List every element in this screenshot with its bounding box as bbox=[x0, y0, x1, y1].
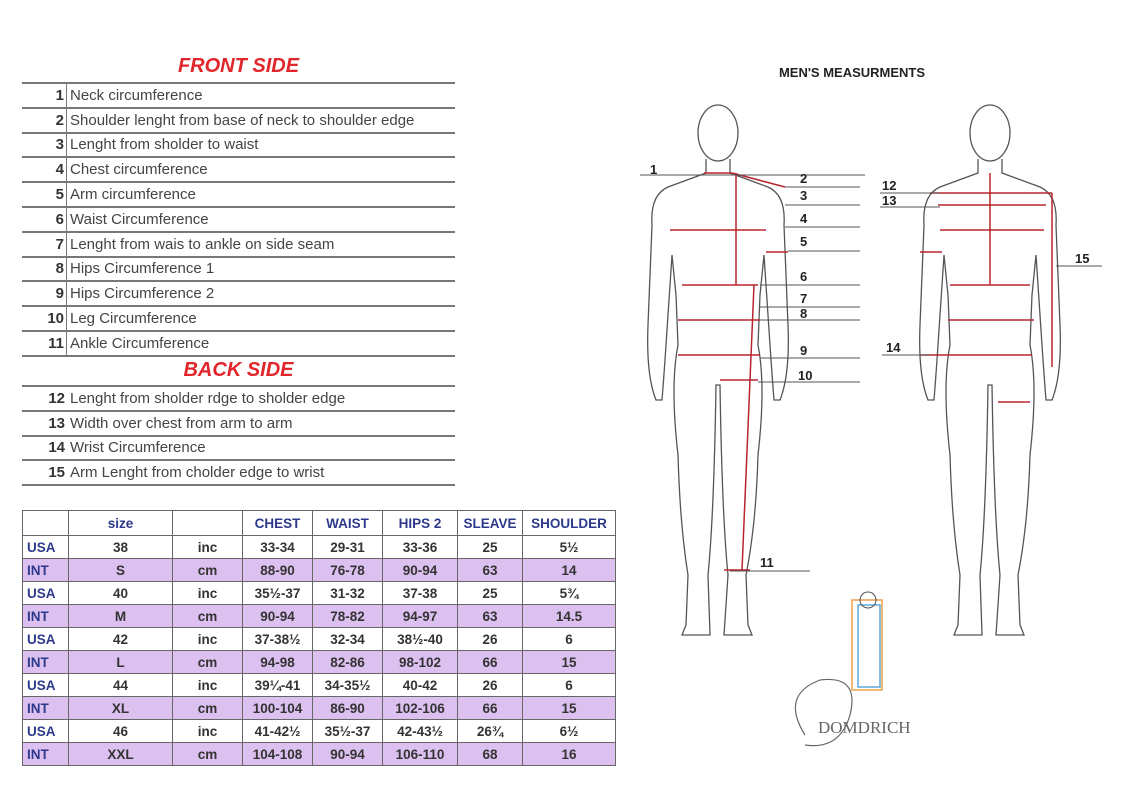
list-item bbox=[22, 332, 455, 357]
measurement-diagram bbox=[620, 55, 1120, 755]
front-side-title: FRONT SIDE bbox=[177, 55, 300, 77]
table-cell: 14.5 bbox=[523, 605, 616, 628]
table-cell: 6½ bbox=[523, 720, 616, 743]
table-cell: 33-34 bbox=[243, 536, 313, 559]
measurement-number-labels bbox=[650, 162, 1089, 570]
table-cell: 15 bbox=[523, 651, 616, 674]
item-number: 7 bbox=[22, 233, 67, 256]
table-cell: 33-36 bbox=[383, 536, 458, 559]
table-cell: 104-108 bbox=[243, 743, 313, 766]
table-cell: 66 bbox=[458, 651, 523, 674]
table-cell: 90-94 bbox=[313, 743, 383, 766]
back-measurement-list bbox=[22, 385, 455, 486]
label-leader-lines bbox=[640, 175, 1102, 571]
item-label: Neck circumference bbox=[70, 86, 203, 104]
item-number: 12 bbox=[48, 389, 65, 407]
table-cell: 31-32 bbox=[313, 582, 383, 605]
table-row bbox=[23, 651, 616, 674]
measurement-label: 12 bbox=[882, 178, 897, 193]
table-cell: 35½-37 bbox=[313, 720, 383, 743]
table-cell: 106-110 bbox=[383, 743, 458, 766]
table-cell: 94-98 bbox=[243, 651, 313, 674]
measurement-label: 5 bbox=[800, 234, 808, 249]
list-item bbox=[22, 158, 455, 183]
item-number: 8 bbox=[22, 258, 67, 281]
measurement-label: 6 bbox=[800, 269, 808, 284]
measurement-label: 3 bbox=[800, 188, 808, 203]
table-cell: 26¾ bbox=[458, 720, 523, 743]
measurement-lines bbox=[670, 173, 1052, 570]
table-cell: INT bbox=[23, 559, 69, 582]
list-item bbox=[22, 387, 455, 412]
column-header: HIPS 2 bbox=[383, 511, 458, 536]
list-item bbox=[22, 183, 455, 208]
table-cell: 26 bbox=[458, 674, 523, 697]
measurement-label: 9 bbox=[800, 343, 808, 358]
item-label: Lenght from sholder rdge to sholder edge bbox=[70, 389, 346, 407]
table-cell: 38 bbox=[69, 536, 173, 559]
measurement-label: 11 bbox=[760, 555, 774, 570]
column-header: CHEST bbox=[243, 511, 313, 536]
table-cell: 42-43½ bbox=[383, 720, 458, 743]
table-cell: 5½ bbox=[523, 536, 616, 559]
table-cell: 76-78 bbox=[313, 559, 383, 582]
table-cell: INT bbox=[23, 697, 69, 720]
table-cell: 37-38½ bbox=[243, 628, 313, 651]
table-row bbox=[23, 582, 616, 605]
logo-text: DOMDRICH bbox=[818, 718, 911, 737]
item-number: 9 bbox=[22, 282, 67, 305]
table-row bbox=[23, 605, 616, 628]
back-side-title: BACK SIDE bbox=[183, 359, 294, 381]
table-cell: 78-82 bbox=[313, 605, 383, 628]
table-cell: 37-38 bbox=[383, 582, 458, 605]
item-number: 2 bbox=[22, 109, 67, 132]
table-cell: INT bbox=[23, 605, 69, 628]
table-cell: 102-106 bbox=[383, 697, 458, 720]
list-item bbox=[22, 282, 455, 307]
logo bbox=[795, 592, 910, 746]
column-header bbox=[23, 511, 69, 536]
table-cell: 15 bbox=[523, 697, 616, 720]
table-cell: 68 bbox=[458, 743, 523, 766]
table-cell: XL bbox=[69, 697, 173, 720]
table-cell: 82-86 bbox=[313, 651, 383, 674]
item-label: Width over chest from arm to arm bbox=[70, 414, 293, 432]
table-cell: USA bbox=[23, 720, 69, 743]
size-chart-table bbox=[22, 510, 616, 766]
table-row bbox=[23, 720, 616, 743]
table-cell: 16 bbox=[523, 743, 616, 766]
list-item bbox=[22, 258, 455, 283]
table-cell: cm bbox=[173, 651, 243, 674]
item-number: 5 bbox=[22, 183, 67, 206]
table-cell: 25 bbox=[458, 582, 523, 605]
front-measurement-list bbox=[22, 82, 455, 357]
table-cell: 29-31 bbox=[313, 536, 383, 559]
list-item bbox=[22, 461, 455, 486]
table-cell: INT bbox=[23, 743, 69, 766]
table-cell: USA bbox=[23, 628, 69, 651]
table-cell: 86-90 bbox=[313, 697, 383, 720]
table-cell: USA bbox=[23, 582, 69, 605]
item-label: Hips Circumference 1 bbox=[70, 260, 215, 278]
measurement-label: 2 bbox=[800, 171, 808, 186]
table-row bbox=[23, 536, 616, 559]
table-cell: inc bbox=[173, 674, 243, 697]
table-row bbox=[23, 559, 616, 582]
item-label: Ankle Circumference bbox=[70, 334, 210, 352]
table-cell: 63 bbox=[458, 605, 523, 628]
item-number: 11 bbox=[22, 332, 67, 355]
item-label: Hips Circumference 2 bbox=[70, 285, 215, 303]
list-item bbox=[22, 233, 455, 258]
item-label: Lenght from sholder to waist bbox=[70, 136, 259, 154]
measurement-label: 4 bbox=[800, 211, 808, 226]
table-cell: cm bbox=[173, 743, 243, 766]
item-label: Arm Lenght from cholder edge to wrist bbox=[70, 464, 325, 482]
item-label: Chest circumference bbox=[70, 161, 208, 179]
table-cell: 90-94 bbox=[383, 559, 458, 582]
table-cell: inc bbox=[173, 582, 243, 605]
table-row bbox=[23, 674, 616, 697]
list-item bbox=[22, 412, 455, 437]
table-header-row bbox=[23, 511, 616, 536]
item-number: 3 bbox=[22, 134, 67, 157]
table-cell: 14 bbox=[523, 559, 616, 582]
measurement-label: 1 bbox=[650, 162, 658, 177]
column-header: WAIST bbox=[313, 511, 383, 536]
list-item bbox=[22, 437, 455, 462]
table-cell: cm bbox=[173, 605, 243, 628]
column-header: SHOULDER bbox=[523, 511, 616, 536]
table-cell: 100-104 bbox=[243, 697, 313, 720]
measurement-label: 8 bbox=[800, 306, 808, 321]
table-cell: 63 bbox=[458, 559, 523, 582]
table-cell: 34-35½ bbox=[313, 674, 383, 697]
table-cell: 94-97 bbox=[383, 605, 458, 628]
item-label: Lenght from wais to ankle on side seam bbox=[70, 235, 335, 253]
table-cell: 66 bbox=[458, 697, 523, 720]
table-cell: 35½-37 bbox=[243, 582, 313, 605]
table-cell: 40-42 bbox=[383, 674, 458, 697]
table-cell: XXL bbox=[69, 743, 173, 766]
item-number: 1 bbox=[22, 84, 67, 107]
item-label: Waist Circumference bbox=[70, 210, 209, 228]
table-cell: M bbox=[69, 605, 173, 628]
table-cell: 42 bbox=[69, 628, 173, 651]
measurement-label: 15 bbox=[1075, 251, 1090, 266]
list-item bbox=[22, 84, 455, 109]
measurement-label: 7 bbox=[800, 291, 808, 306]
table-row bbox=[23, 628, 616, 651]
table-cell: 5¾ bbox=[523, 582, 616, 605]
table-cell: cm bbox=[173, 559, 243, 582]
table-cell: 26 bbox=[458, 628, 523, 651]
table-cell: inc bbox=[173, 720, 243, 743]
diagram-title: MEN'S MEASURMENTS bbox=[778, 65, 926, 80]
item-number: 13 bbox=[48, 414, 65, 432]
table-cell: cm bbox=[173, 697, 243, 720]
item-number: 6 bbox=[22, 208, 67, 231]
item-number: 15 bbox=[48, 464, 65, 482]
table-cell: USA bbox=[23, 674, 69, 697]
table-cell: 88-90 bbox=[243, 559, 313, 582]
measurement-label: 10 bbox=[798, 368, 813, 383]
table-row bbox=[23, 697, 616, 720]
item-label: Wrist Circumference bbox=[70, 439, 206, 457]
table-cell: INT bbox=[23, 651, 69, 674]
item-label: Leg Circumference bbox=[70, 310, 197, 328]
table-cell: 46 bbox=[69, 720, 173, 743]
table-cell: 6 bbox=[523, 628, 616, 651]
item-label: Shoulder lenght from base of neck to shoulder edge bbox=[70, 111, 415, 129]
table-cell: 39¼-41 bbox=[243, 674, 313, 697]
table-row bbox=[23, 743, 616, 766]
table-cell: 40 bbox=[69, 582, 173, 605]
item-number: 14 bbox=[48, 439, 65, 457]
item-number: 10 bbox=[22, 307, 67, 330]
table-cell: inc bbox=[173, 628, 243, 651]
table-cell: 41-42½ bbox=[243, 720, 313, 743]
item-number: 4 bbox=[22, 158, 67, 181]
measurement-label: 13 bbox=[882, 193, 897, 208]
column-header: size bbox=[69, 511, 173, 536]
table-cell: 25 bbox=[458, 536, 523, 559]
item-label: Arm circumference bbox=[70, 186, 196, 204]
table-cell: 38½-40 bbox=[383, 628, 458, 651]
column-header bbox=[173, 511, 243, 536]
table-cell: 6 bbox=[523, 674, 616, 697]
list-item bbox=[22, 208, 455, 233]
list-item bbox=[22, 109, 455, 134]
table-cell: S bbox=[69, 559, 173, 582]
list-item bbox=[22, 307, 455, 332]
list-item bbox=[22, 134, 455, 159]
table-cell: 32-34 bbox=[313, 628, 383, 651]
table-cell: 90-94 bbox=[243, 605, 313, 628]
table-cell: inc bbox=[173, 536, 243, 559]
table-cell: USA bbox=[23, 536, 69, 559]
table-cell: 98-102 bbox=[383, 651, 458, 674]
column-header: SLEAVE bbox=[458, 511, 523, 536]
table-cell: 44 bbox=[69, 674, 173, 697]
measurement-label: 14 bbox=[886, 340, 901, 355]
table-cell: L bbox=[69, 651, 173, 674]
